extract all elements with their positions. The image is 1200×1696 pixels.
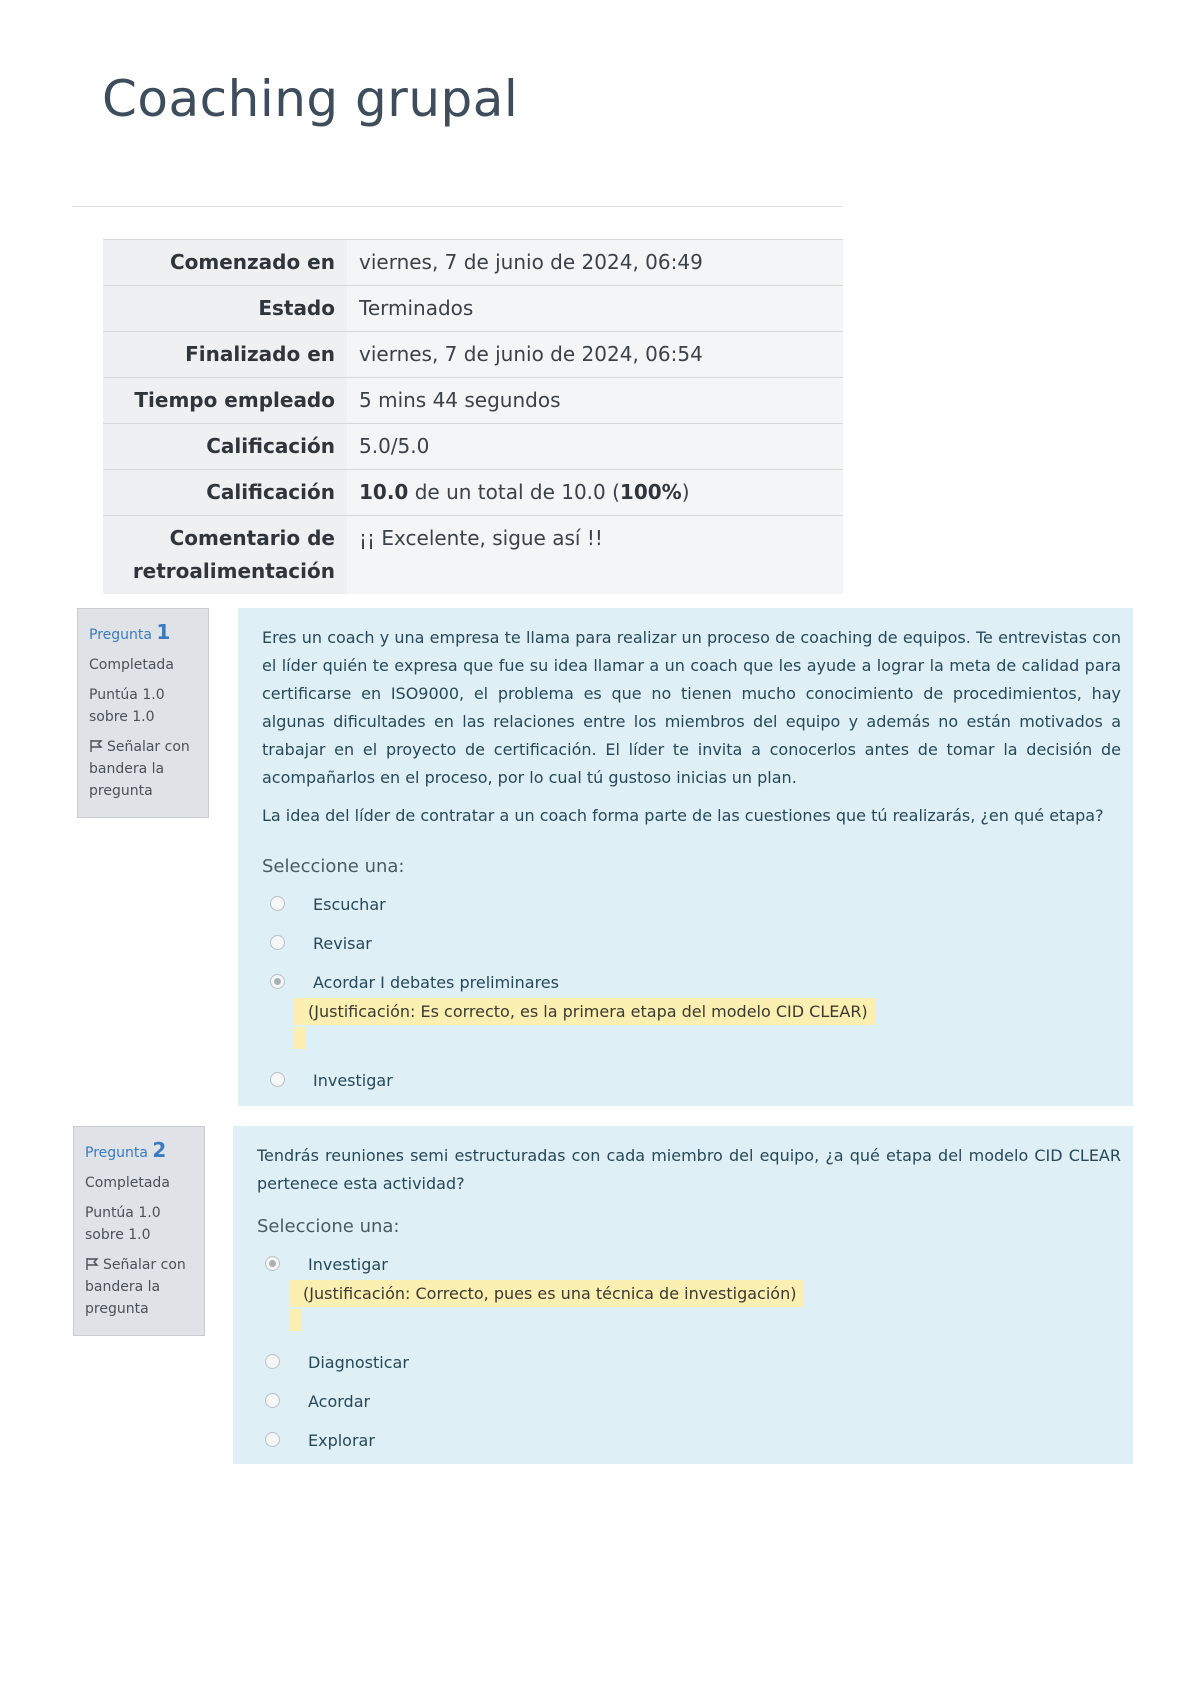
question-grade: Puntúa 1.0 sobre 1.0 xyxy=(85,1205,161,1243)
answer-prompt: Seleccione una: xyxy=(257,1216,400,1237)
answer-option-selected[interactable] xyxy=(257,1247,1121,1286)
question-number: Pregunta 1 xyxy=(89,620,171,644)
question-1-info xyxy=(77,608,209,818)
question-paragraph: Tendrás reuniones semi estructuradas con cada miembro del equipo, ¿a qué etapa del modelo CID CLEAR pertenece esta actividad? xyxy=(257,1146,1121,1193)
summary-value: 5.0/5.0 xyxy=(347,424,843,470)
summary-row xyxy=(103,516,843,595)
question-2-info xyxy=(73,1126,205,1336)
title-divider xyxy=(72,206,842,207)
flag-label: Señalar con bandera la pregunta xyxy=(89,739,190,799)
summary-label: Tiempo empleado xyxy=(103,378,347,424)
option-label: Investigar xyxy=(313,1071,393,1090)
answer-options xyxy=(262,887,1121,1102)
radio-button[interactable] xyxy=(265,1354,280,1369)
radio-button[interactable] xyxy=(270,935,285,950)
radio-button-checked[interactable] xyxy=(270,974,285,989)
radio-button[interactable] xyxy=(270,896,285,911)
flag-question-link[interactable] xyxy=(89,736,200,802)
answer-option[interactable] xyxy=(262,887,1121,926)
radio-button-checked[interactable] xyxy=(265,1256,280,1271)
flag-icon xyxy=(85,1257,99,1271)
summary-value xyxy=(347,470,843,516)
flag-question-link[interactable] xyxy=(85,1254,196,1320)
summary-value: Terminados xyxy=(347,286,843,332)
summary-row xyxy=(103,332,843,378)
question-number: Pregunta 2 xyxy=(85,1138,167,1162)
option-label: Acordar xyxy=(308,1392,371,1411)
summary-row xyxy=(103,470,843,516)
question-paragraph: Eres un coach y una empresa te llama para realizar un proceso de coaching de equipos. Te entrevistas con el líder quién te expresa que fue su idea llamar a un coach que les ayude a lograr la meta de calidad para certificarse en ISO9000, el problema es que no tienen mucho conocimiento de procedimientos, hay algunas dificultades en las relaciones entre los miembros del equipo y además no están motivados a trabajar en el proyecto de certificación. El líder te invita a conocerlos antes de tomar la decisión de acompañarlos en el proceso, por lo cual tú gustoso inicias un plan. xyxy=(262,628,1121,787)
question-text xyxy=(262,624,1121,830)
summary-label: Calificación xyxy=(103,424,347,470)
summary-row xyxy=(103,378,843,424)
flag-icon xyxy=(89,739,103,753)
grade-total-text: de un total de 10.0 ( xyxy=(408,480,620,504)
answer-option[interactable] xyxy=(262,926,1121,965)
grade-percent: 100% xyxy=(619,480,682,504)
summary-label: Comenzado en xyxy=(103,240,347,286)
answer-option[interactable] xyxy=(262,1063,1121,1102)
question-grade: Puntúa 1.0 sobre 1.0 xyxy=(89,687,165,725)
feedback-highlight xyxy=(289,1309,301,1331)
answer-prompt: Seleccione una: xyxy=(262,856,405,877)
feedback-text: (Justificación: Correcto, pues es una técnica de investigación) xyxy=(289,1280,804,1307)
page-title: Coaching grupal xyxy=(102,70,519,128)
flag-label: Señalar con bandera la pregunta xyxy=(85,1257,186,1317)
summary-row xyxy=(103,240,843,286)
feedback-highlight xyxy=(294,1027,306,1049)
question-state: Completada xyxy=(89,657,174,673)
radio-button[interactable] xyxy=(270,1072,285,1087)
summary-label: Calificación xyxy=(103,470,347,516)
answer-feedback xyxy=(294,998,1121,1049)
question-text xyxy=(257,1142,1121,1198)
summary-row xyxy=(103,424,843,470)
summary-value: viernes, 7 de junio de 2024, 06:49 xyxy=(347,240,843,286)
grade-points: 10.0 xyxy=(359,480,409,504)
answer-feedback xyxy=(289,1280,1121,1331)
summary-value: ¡¡ Excelente, sigue así !! xyxy=(347,516,843,595)
summary-label: Finalizado en xyxy=(103,332,347,378)
option-label: Investigar xyxy=(308,1255,388,1274)
answer-option[interactable] xyxy=(257,1345,1121,1384)
summary-row xyxy=(103,286,843,332)
radio-button[interactable] xyxy=(265,1432,280,1447)
answer-option[interactable] xyxy=(257,1384,1121,1423)
summary-label: Estado xyxy=(103,286,347,332)
option-label: Explorar xyxy=(308,1431,375,1450)
answer-options xyxy=(257,1247,1121,1462)
radio-button[interactable] xyxy=(265,1393,280,1408)
question-state: Completada xyxy=(85,1175,170,1191)
question-paragraph: La idea del líder de contratar a un coach forma parte de las cuestiones que tú realizarás, ¿en qué etapa? xyxy=(262,806,1104,825)
grade-close: ) xyxy=(681,480,690,504)
question-1-content xyxy=(238,608,1133,1106)
option-label: Escuchar xyxy=(313,895,386,914)
attempt-summary-table xyxy=(103,239,843,594)
answer-option[interactable] xyxy=(257,1423,1121,1462)
summary-value: 5 mins 44 segundos xyxy=(347,378,843,424)
question-2-content xyxy=(233,1126,1133,1464)
option-label: Diagnosticar xyxy=(308,1353,409,1372)
feedback-text: (Justificación: Es correcto, es la primera etapa del modelo CID CLEAR) xyxy=(294,998,876,1025)
summary-label: Comentario de retroalimentación xyxy=(103,516,347,595)
option-label: Acordar I debates preliminares xyxy=(313,973,559,992)
option-label: Revisar xyxy=(313,934,372,953)
summary-value: viernes, 7 de junio de 2024, 06:54 xyxy=(347,332,843,378)
answer-option-selected[interactable] xyxy=(262,965,1121,1004)
